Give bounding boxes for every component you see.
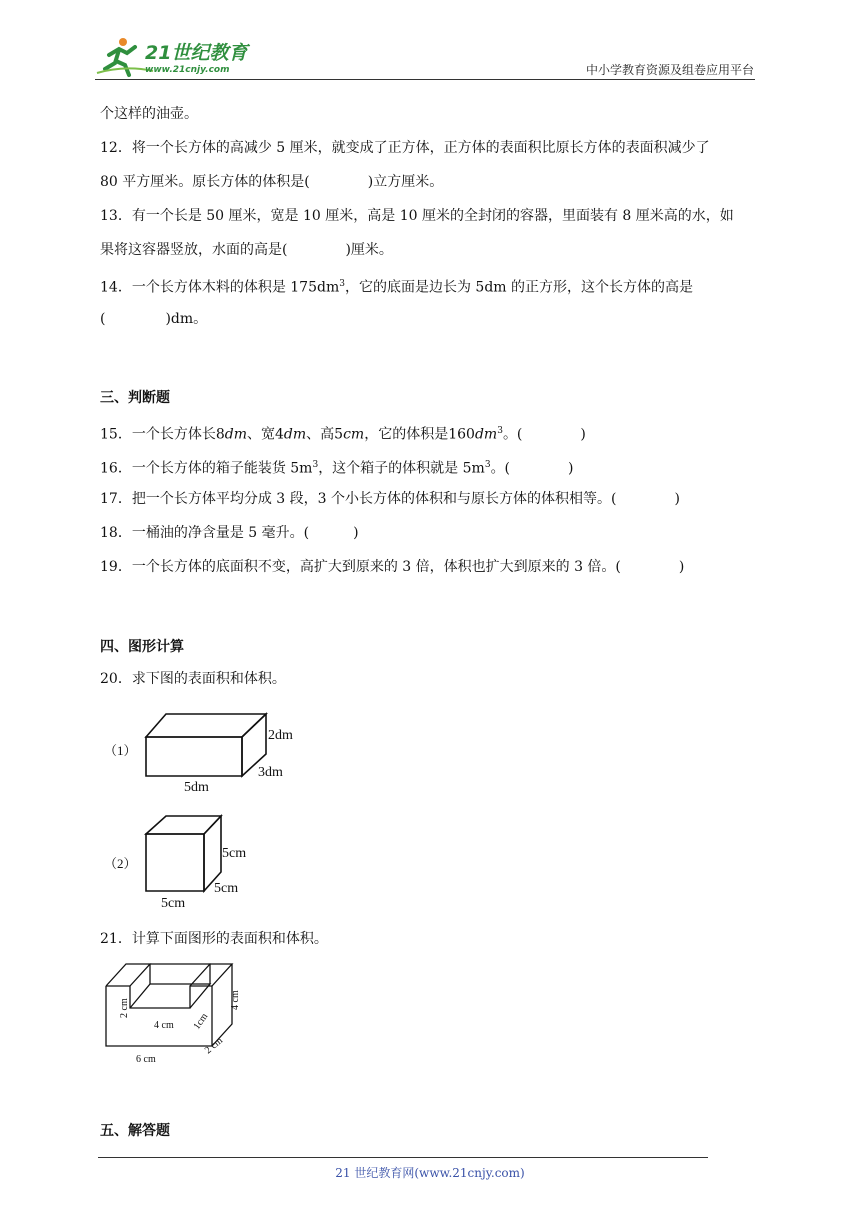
q15-unit-dm2: dm (283, 426, 307, 443)
fig2-length-label: 5cm (161, 896, 186, 911)
q16-sup2: 3 (484, 460, 491, 470)
fig2-top-face (146, 816, 221, 834)
q13-text-pre: 果将这容器竖放，水面的高是( (100, 242, 288, 258)
q21-text: 21．计算下面图形的表面积和体积。 (100, 931, 328, 947)
q18-text-b: ) (353, 525, 359, 541)
fig3-right-side (212, 964, 232, 1046)
q16-text-c: 。( (490, 460, 511, 477)
q17-text-b: ) (674, 491, 680, 507)
q15-num-5: 5 (334, 426, 344, 443)
q15-num-8: 8 (215, 426, 225, 443)
q15-sup: 3 (497, 426, 503, 436)
q14-sup: 3 (339, 279, 345, 289)
footer-divider (98, 1157, 708, 1158)
section-answer-title: 五、解答题 (100, 1123, 170, 1139)
q18 (100, 523, 359, 543)
fig3-length-label: 6 cm (136, 1054, 156, 1065)
site-logo (95, 35, 265, 80)
q13-text-post: )厘米。 (345, 242, 393, 258)
q16-text-a: 16．一个长方体的箱子能装货 5m (100, 460, 313, 477)
figure-cuboid-1 (100, 700, 320, 798)
q15-text-a: 15．一个长方体长 (100, 426, 216, 443)
q15-text-e: 。( (502, 426, 523, 443)
q15-num-4: 4 (275, 426, 284, 443)
q13-line2 (100, 240, 393, 260)
q15-unit-dm: dm (224, 426, 247, 443)
q19-text-b: ) (678, 559, 685, 575)
fig1-length-label: 5dm (184, 780, 209, 795)
q19 (100, 557, 684, 577)
q13-line1: 13．有一个长是 50 厘米，宽是 10 厘米，高是 10 厘米的全封闭的容器，里面装有 8 厘米高的水，如 (100, 208, 734, 224)
q12-text-pre: 80 平方厘米。原长方体的体积是( (100, 174, 310, 190)
fig3-left-height-label: 2 cm (119, 998, 130, 1018)
logo-text: 21世纪教育 (145, 42, 248, 64)
q15-unit-dm3: dm (474, 426, 498, 443)
q15-text-d: ，它的体积是 (364, 426, 449, 443)
fig3-inner-depth-label: 1cm (191, 1011, 211, 1032)
section-judge-title: 三、判断题 (100, 390, 170, 406)
q14-text-post: ，它的底面是边长为 5dm 的正方形，这个长方体的高是 (344, 279, 694, 296)
fig3-inner-length-label: 4 cm (154, 1020, 174, 1031)
q14b-text-pre: ( (100, 311, 106, 327)
q16 (100, 455, 574, 479)
q15-num-160: 160 (448, 426, 475, 443)
fig2-front-face (146, 834, 204, 891)
q15-text-f: ) (580, 426, 586, 443)
q14b-text-post: )dm。 (165, 311, 208, 327)
header-divider (95, 79, 755, 80)
q17 (100, 489, 680, 509)
fig3-right-top (190, 964, 232, 986)
q19-text-a: 19．一个长方体的底面积不变，高扩大到原来的 3 倍，体积也扩大到原来的 3 倍。( (100, 559, 621, 575)
fig2-label: （2） (104, 856, 137, 871)
fig3-inner-back (130, 964, 150, 1008)
header-platform-text: 中小学教育资源及组卷应用平台 (585, 63, 754, 77)
fig2-width-label: 5cm (214, 881, 239, 896)
fig3-left-top (106, 964, 150, 986)
q15-text-c: 、高 (306, 426, 335, 443)
q14-text-pre: 14．一个长方体木料的体积是 175dm (100, 279, 340, 296)
q16-sup1: 3 (312, 460, 319, 470)
q18-text-a: 18．一桶油的净含量是 5 毫升。( (100, 525, 310, 541)
fig1-height-label: 2dm (268, 728, 293, 743)
q16-text-d: ) (568, 460, 574, 477)
fig1-front-face (146, 737, 242, 776)
q20-text: 20．求下图的表面积和体积。 (100, 671, 286, 687)
q16-text-b: ，这个箱子的体积就是 5m (318, 460, 485, 477)
q14-line2 (100, 309, 207, 329)
q14-line1 (100, 274, 693, 298)
q15 (100, 421, 586, 445)
fig2-side-face (204, 816, 221, 891)
q12-line2 (100, 172, 443, 192)
q15-text-b: 、宽 (247, 426, 275, 443)
q17-text-a: 17．把一个长方体平均分成 3 段，3 个小长方体的体积和与原长方体的体积相等。( (100, 491, 617, 507)
fig3-width-label: 2 cm (202, 1035, 226, 1057)
fig2-height-label: 5cm (222, 846, 247, 861)
section-figure-calc-title: 四、图形计算 (100, 639, 184, 655)
q12-line1: 12．将一个长方体的高减少 5 厘米，就变成了正方体，正方体的表面积比原长方体的表面积减少了 (100, 140, 710, 156)
q12-text-post: )立方厘米。 (367, 174, 444, 190)
figure-cube-2 (100, 810, 280, 914)
logo-url: www.21cnjy.com (145, 65, 230, 75)
fig1-width-label: 3dm (258, 765, 283, 780)
q15-unit-cm: cm (343, 426, 365, 443)
fig1-top-face (146, 714, 266, 737)
footer-site-link[interactable]: 21 世纪教育网(www.21cnjy.com) (335, 1166, 525, 1180)
fig1-label: （1） (104, 743, 137, 758)
q11-tail: 个这样的油壶。 (100, 106, 198, 122)
figure-l-solid-3 (100, 958, 250, 1068)
fig3-inner-floor (150, 984, 210, 1008)
fig3-right-height-label: 4 cm (230, 990, 241, 1010)
